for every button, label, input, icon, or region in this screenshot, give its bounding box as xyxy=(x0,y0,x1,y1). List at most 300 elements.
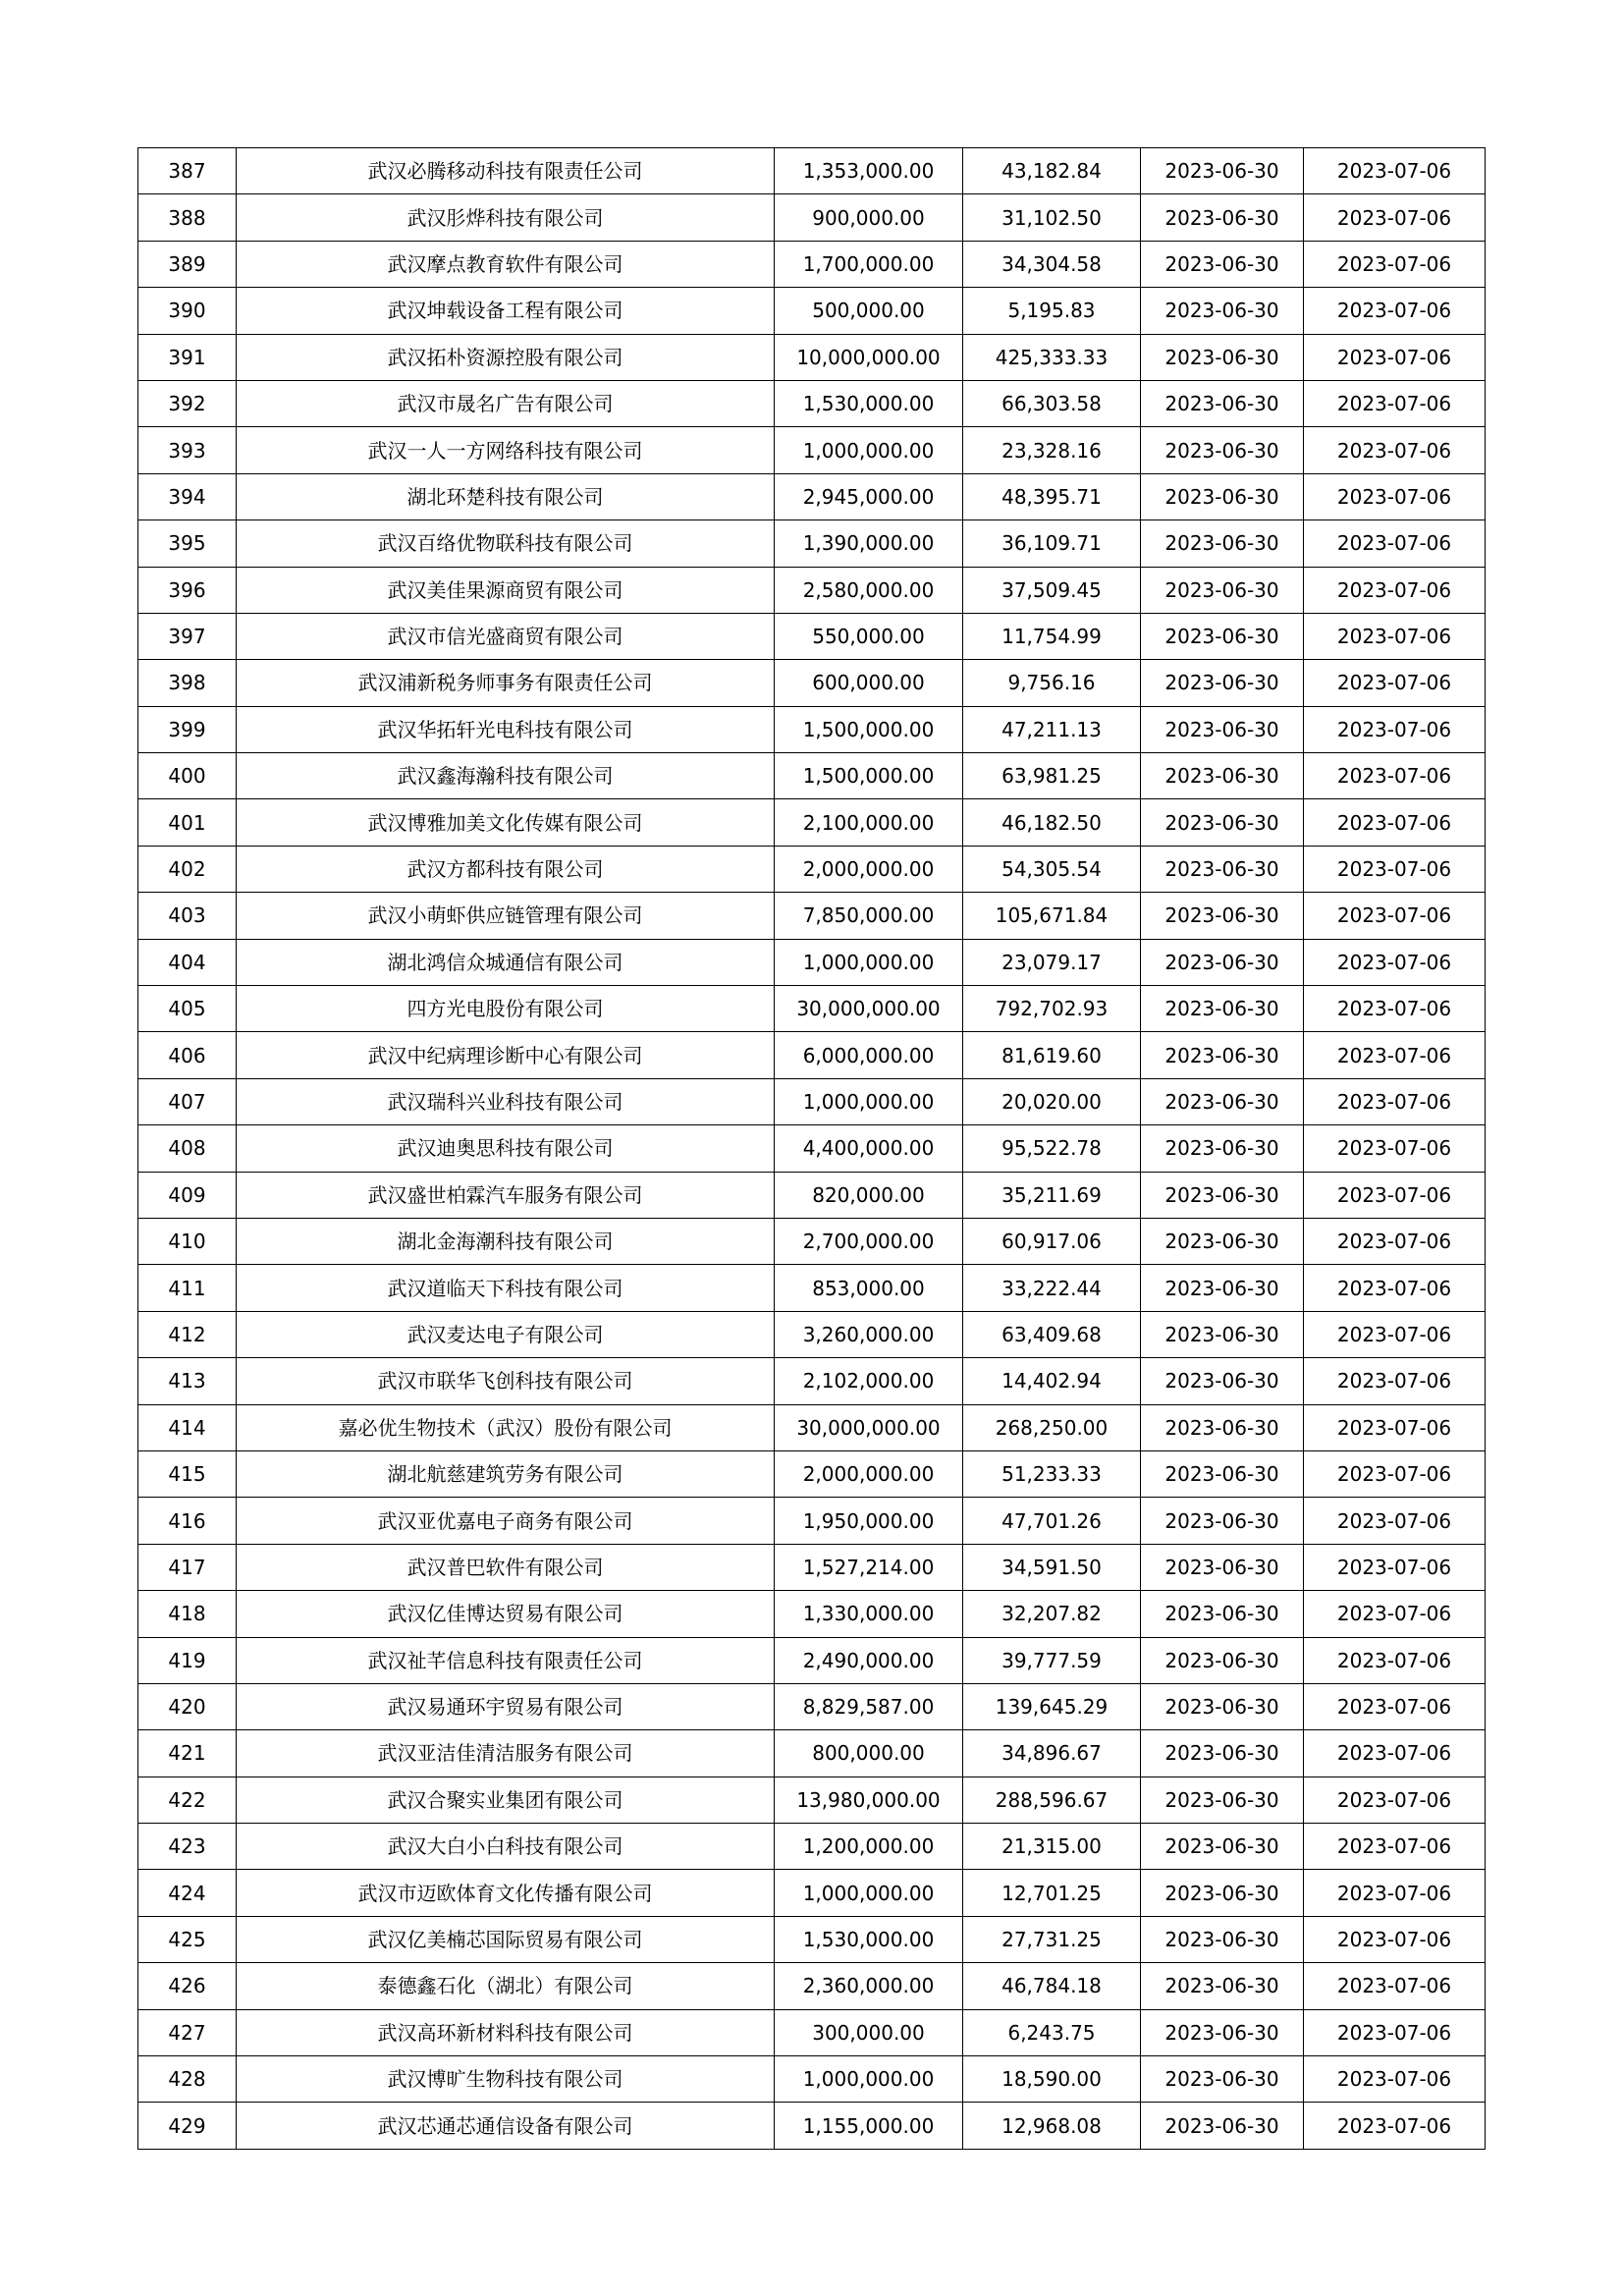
company-name: 武汉市迈欧体育文化传播有限公司 xyxy=(237,1870,775,1916)
row-number: 418 xyxy=(138,1591,237,1637)
table-row xyxy=(138,2103,1486,2149)
start-date: 2023-06-30 xyxy=(1141,1824,1304,1870)
start-date: 2023-06-30 xyxy=(1141,1498,1304,1544)
interest-value: 21,315.00 xyxy=(963,1824,1141,1870)
start-date: 2023-06-30 xyxy=(1141,334,1304,380)
amount-value: 1,500,000.00 xyxy=(775,706,963,752)
interest-value: 54,305.54 xyxy=(963,846,1141,892)
start-date: 2023-06-30 xyxy=(1141,660,1304,706)
end-date: 2023-07-06 xyxy=(1304,660,1486,706)
amount-value: 1,700,000.00 xyxy=(775,241,963,287)
amount-value: 1,155,000.00 xyxy=(775,2103,963,2149)
table-row xyxy=(138,939,1486,985)
row-number: 403 xyxy=(138,893,237,939)
end-date: 2023-07-06 xyxy=(1304,334,1486,380)
table-row xyxy=(138,1777,1486,1823)
end-date: 2023-07-06 xyxy=(1304,1265,1486,1311)
end-date: 2023-07-06 xyxy=(1304,753,1486,799)
table-row xyxy=(138,1172,1486,1218)
row-number: 424 xyxy=(138,1870,237,1916)
end-date: 2023-07-06 xyxy=(1304,148,1486,194)
interest-value: 33,222.44 xyxy=(963,1265,1141,1311)
end-date: 2023-07-06 xyxy=(1304,2103,1486,2149)
start-date: 2023-06-30 xyxy=(1141,2056,1304,2103)
start-date: 2023-06-30 xyxy=(1141,893,1304,939)
table-row xyxy=(138,1032,1486,1078)
table-row xyxy=(138,1404,1486,1450)
start-date: 2023-06-30 xyxy=(1141,1032,1304,1078)
company-name: 武汉亚洁佳清洁服务有限公司 xyxy=(237,1730,775,1777)
interest-value: 46,182.50 xyxy=(963,799,1141,846)
end-date: 2023-07-06 xyxy=(1304,1591,1486,1637)
end-date: 2023-07-06 xyxy=(1304,520,1486,567)
start-date: 2023-06-30 xyxy=(1141,2009,1304,2055)
interest-value: 5,195.83 xyxy=(963,288,1141,334)
row-number: 426 xyxy=(138,1963,237,2009)
company-name: 武汉一人一方网络科技有限公司 xyxy=(237,427,775,473)
interest-value: 139,645.29 xyxy=(963,1683,1141,1729)
table-row xyxy=(138,1683,1486,1729)
start-date: 2023-06-30 xyxy=(1141,1125,1304,1172)
row-number: 395 xyxy=(138,520,237,567)
row-number: 405 xyxy=(138,986,237,1032)
interest-value: 425,333.33 xyxy=(963,334,1141,380)
loan-table xyxy=(137,147,1486,2150)
start-date: 2023-06-30 xyxy=(1141,1963,1304,2009)
interest-value: 12,968.08 xyxy=(963,2103,1141,2149)
company-name: 武汉盛世柏霖汽车服务有限公司 xyxy=(237,1172,775,1218)
start-date: 2023-06-30 xyxy=(1141,241,1304,287)
table-row xyxy=(138,334,1486,380)
interest-value: 268,250.00 xyxy=(963,1404,1141,1450)
company-name: 武汉祉芊信息科技有限责任公司 xyxy=(237,1637,775,1683)
interest-value: 39,777.59 xyxy=(963,1637,1141,1683)
end-date: 2023-07-06 xyxy=(1304,427,1486,473)
interest-value: 51,233.33 xyxy=(963,1450,1141,1497)
amount-value: 6,000,000.00 xyxy=(775,1032,963,1078)
row-number: 429 xyxy=(138,2103,237,2149)
amount-value: 2,490,000.00 xyxy=(775,1637,963,1683)
company-name: 武汉拓朴资源控股有限公司 xyxy=(237,334,775,380)
amount-value: 800,000.00 xyxy=(775,1730,963,1777)
interest-value: 34,591.50 xyxy=(963,1544,1141,1590)
row-number: 389 xyxy=(138,241,237,287)
interest-value: 37,509.45 xyxy=(963,567,1141,613)
amount-value: 900,000.00 xyxy=(775,194,963,241)
start-date: 2023-06-30 xyxy=(1141,148,1304,194)
end-date: 2023-07-06 xyxy=(1304,1637,1486,1683)
amount-value: 550,000.00 xyxy=(775,613,963,659)
amount-value: 30,000,000.00 xyxy=(775,1404,963,1450)
row-number: 421 xyxy=(138,1730,237,1777)
row-number: 425 xyxy=(138,1916,237,1962)
amount-value: 2,700,000.00 xyxy=(775,1218,963,1264)
end-date: 2023-07-06 xyxy=(1304,1730,1486,1777)
company-name: 武汉亿美楠芯国际贸易有限公司 xyxy=(237,1916,775,1962)
amount-value: 1,000,000.00 xyxy=(775,1870,963,1916)
row-number: 423 xyxy=(138,1824,237,1870)
table-row xyxy=(138,1218,1486,1264)
interest-value: 35,211.69 xyxy=(963,1172,1141,1218)
interest-value: 43,182.84 xyxy=(963,148,1141,194)
row-number: 417 xyxy=(138,1544,237,1590)
end-date: 2023-07-06 xyxy=(1304,1498,1486,1544)
table-row xyxy=(138,2009,1486,2055)
end-date: 2023-07-06 xyxy=(1304,2009,1486,2055)
interest-value: 23,079.17 xyxy=(963,939,1141,985)
table-row xyxy=(138,1870,1486,1916)
end-date: 2023-07-06 xyxy=(1304,1963,1486,2009)
row-number: 399 xyxy=(138,706,237,752)
start-date: 2023-06-30 xyxy=(1141,613,1304,659)
start-date: 2023-06-30 xyxy=(1141,1311,1304,1357)
interest-value: 66,303.58 xyxy=(963,380,1141,426)
row-number: 398 xyxy=(138,660,237,706)
company-name: 武汉方都科技有限公司 xyxy=(237,846,775,892)
amount-value: 1,200,000.00 xyxy=(775,1824,963,1870)
amount-value: 7,850,000.00 xyxy=(775,893,963,939)
interest-value: 31,102.50 xyxy=(963,194,1141,241)
company-name: 武汉市信光盛商贸有限公司 xyxy=(237,613,775,659)
company-name: 武汉瑞科兴业科技有限公司 xyxy=(237,1078,775,1124)
table-row xyxy=(138,380,1486,426)
end-date: 2023-07-06 xyxy=(1304,194,1486,241)
company-name: 武汉鑫海瀚科技有限公司 xyxy=(237,753,775,799)
start-date: 2023-06-30 xyxy=(1141,1078,1304,1124)
amount-value: 1,000,000.00 xyxy=(775,939,963,985)
company-name: 武汉亿佳博达贸易有限公司 xyxy=(237,1591,775,1637)
interest-value: 6,243.75 xyxy=(963,2009,1141,2055)
end-date: 2023-07-06 xyxy=(1304,986,1486,1032)
end-date: 2023-07-06 xyxy=(1304,1916,1486,1962)
start-date: 2023-06-30 xyxy=(1141,194,1304,241)
table-row xyxy=(138,706,1486,752)
row-number: 400 xyxy=(138,753,237,799)
company-name: 武汉小萌虾供应链管理有限公司 xyxy=(237,893,775,939)
end-date: 2023-07-06 xyxy=(1304,473,1486,519)
end-date: 2023-07-06 xyxy=(1304,1311,1486,1357)
table-row xyxy=(138,1311,1486,1357)
row-number: 388 xyxy=(138,194,237,241)
end-date: 2023-07-06 xyxy=(1304,1404,1486,1450)
end-date: 2023-07-06 xyxy=(1304,1358,1486,1404)
table-row xyxy=(138,241,1486,287)
amount-value: 300,000.00 xyxy=(775,2009,963,2055)
table-row xyxy=(138,1824,1486,1870)
interest-value: 34,896.67 xyxy=(963,1730,1141,1777)
table-row xyxy=(138,288,1486,334)
row-number: 393 xyxy=(138,427,237,473)
amount-value: 2,945,000.00 xyxy=(775,473,963,519)
amount-value: 2,360,000.00 xyxy=(775,1963,963,2009)
company-name: 武汉博雅加美文化传媒有限公司 xyxy=(237,799,775,846)
row-number: 420 xyxy=(138,1683,237,1729)
end-date: 2023-07-06 xyxy=(1304,288,1486,334)
table-row xyxy=(138,1591,1486,1637)
amount-value: 2,100,000.00 xyxy=(775,799,963,846)
table-row xyxy=(138,1544,1486,1590)
company-name: 湖北航慈建筑劳务有限公司 xyxy=(237,1450,775,1497)
table-row xyxy=(138,799,1486,846)
amount-value: 500,000.00 xyxy=(775,288,963,334)
start-date: 2023-06-30 xyxy=(1141,1637,1304,1683)
end-date: 2023-07-06 xyxy=(1304,1032,1486,1078)
company-name: 武汉道临天下科技有限公司 xyxy=(237,1265,775,1311)
interest-value: 18,590.00 xyxy=(963,2056,1141,2103)
start-date: 2023-06-30 xyxy=(1141,1730,1304,1777)
row-number: 428 xyxy=(138,2056,237,2103)
amount-value: 2,000,000.00 xyxy=(775,846,963,892)
table-row xyxy=(138,1450,1486,1497)
end-date: 2023-07-06 xyxy=(1304,893,1486,939)
company-name: 武汉浦新税务师事务有限责任公司 xyxy=(237,660,775,706)
start-date: 2023-06-30 xyxy=(1141,1777,1304,1823)
row-number: 407 xyxy=(138,1078,237,1124)
table-row xyxy=(138,1498,1486,1544)
end-date: 2023-07-06 xyxy=(1304,1824,1486,1870)
row-number: 404 xyxy=(138,939,237,985)
table-row xyxy=(138,1730,1486,1777)
company-name: 武汉迪奥思科技有限公司 xyxy=(237,1125,775,1172)
amount-value: 1,530,000.00 xyxy=(775,1916,963,1962)
start-date: 2023-06-30 xyxy=(1141,939,1304,985)
company-name: 武汉高环新材料科技有限公司 xyxy=(237,2009,775,2055)
start-date: 2023-06-30 xyxy=(1141,1404,1304,1450)
start-date: 2023-06-30 xyxy=(1141,427,1304,473)
company-name: 武汉芯通芯通信设备有限公司 xyxy=(237,2103,775,2149)
amount-value: 2,102,000.00 xyxy=(775,1358,963,1404)
interest-value: 60,917.06 xyxy=(963,1218,1141,1264)
company-name: 武汉华拓轩光电科技有限公司 xyxy=(237,706,775,752)
row-number: 397 xyxy=(138,613,237,659)
row-number: 402 xyxy=(138,846,237,892)
company-name: 湖北环楚科技有限公司 xyxy=(237,473,775,519)
start-date: 2023-06-30 xyxy=(1141,1544,1304,1590)
row-number: 406 xyxy=(138,1032,237,1078)
row-number: 408 xyxy=(138,1125,237,1172)
start-date: 2023-06-30 xyxy=(1141,1265,1304,1311)
amount-value: 3,260,000.00 xyxy=(775,1311,963,1357)
start-date: 2023-06-30 xyxy=(1141,1450,1304,1497)
table-row xyxy=(138,1358,1486,1404)
interest-value: 95,522.78 xyxy=(963,1125,1141,1172)
amount-value: 1,353,000.00 xyxy=(775,148,963,194)
table-row xyxy=(138,1637,1486,1683)
interest-value: 63,409.68 xyxy=(963,1311,1141,1357)
row-number: 387 xyxy=(138,148,237,194)
company-name: 武汉坤载设备工程有限公司 xyxy=(237,288,775,334)
start-date: 2023-06-30 xyxy=(1141,706,1304,752)
row-number: 392 xyxy=(138,380,237,426)
start-date: 2023-06-30 xyxy=(1141,1683,1304,1729)
table-row xyxy=(138,1916,1486,1962)
interest-value: 20,020.00 xyxy=(963,1078,1141,1124)
end-date: 2023-07-06 xyxy=(1304,1218,1486,1264)
amount-value: 600,000.00 xyxy=(775,660,963,706)
end-date: 2023-07-06 xyxy=(1304,846,1486,892)
start-date: 2023-06-30 xyxy=(1141,1870,1304,1916)
end-date: 2023-07-06 xyxy=(1304,2056,1486,2103)
row-number: 412 xyxy=(138,1311,237,1357)
start-date: 2023-06-30 xyxy=(1141,288,1304,334)
company-name: 湖北金海潮科技有限公司 xyxy=(237,1218,775,1264)
interest-value: 46,784.18 xyxy=(963,1963,1141,2009)
start-date: 2023-06-30 xyxy=(1141,1218,1304,1264)
end-date: 2023-07-06 xyxy=(1304,1683,1486,1729)
table-row xyxy=(138,893,1486,939)
amount-value: 1,390,000.00 xyxy=(775,520,963,567)
company-name: 武汉必腾移动科技有限责任公司 xyxy=(237,148,775,194)
table-row xyxy=(138,1265,1486,1311)
company-name: 武汉百络优物联科技有限公司 xyxy=(237,520,775,567)
interest-value: 81,619.60 xyxy=(963,1032,1141,1078)
interest-value: 23,328.16 xyxy=(963,427,1141,473)
row-number: 390 xyxy=(138,288,237,334)
interest-value: 36,109.71 xyxy=(963,520,1141,567)
amount-value: 4,400,000.00 xyxy=(775,1125,963,1172)
start-date: 2023-06-30 xyxy=(1141,567,1304,613)
interest-value: 63,981.25 xyxy=(963,753,1141,799)
end-date: 2023-07-06 xyxy=(1304,1172,1486,1218)
end-date: 2023-07-06 xyxy=(1304,939,1486,985)
table-row xyxy=(138,660,1486,706)
start-date: 2023-06-30 xyxy=(1141,986,1304,1032)
interest-value: 12,701.25 xyxy=(963,1870,1141,1916)
company-name: 武汉市晟名广告有限公司 xyxy=(237,380,775,426)
amount-value: 2,580,000.00 xyxy=(775,567,963,613)
company-name: 嘉必优生物技术（武汉）股份有限公司 xyxy=(237,1404,775,1450)
table-row xyxy=(138,148,1486,194)
end-date: 2023-07-06 xyxy=(1304,613,1486,659)
table-row xyxy=(138,194,1486,241)
table-row xyxy=(138,473,1486,519)
row-number: 419 xyxy=(138,1637,237,1683)
company-name: 武汉大白小白科技有限公司 xyxy=(237,1824,775,1870)
start-date: 2023-06-30 xyxy=(1141,520,1304,567)
end-date: 2023-07-06 xyxy=(1304,567,1486,613)
amount-value: 2,000,000.00 xyxy=(775,1450,963,1497)
interest-value: 14,402.94 xyxy=(963,1358,1141,1404)
row-number: 422 xyxy=(138,1777,237,1823)
company-name: 武汉博旷生物科技有限公司 xyxy=(237,2056,775,2103)
company-name: 武汉易通环宇贸易有限公司 xyxy=(237,1683,775,1729)
row-number: 416 xyxy=(138,1498,237,1544)
amount-value: 1,000,000.00 xyxy=(775,427,963,473)
row-number: 409 xyxy=(138,1172,237,1218)
data-table-container xyxy=(137,147,1485,2150)
interest-value: 9,756.16 xyxy=(963,660,1141,706)
amount-value: 1,000,000.00 xyxy=(775,1078,963,1124)
amount-value: 1,950,000.00 xyxy=(775,1498,963,1544)
interest-value: 27,731.25 xyxy=(963,1916,1141,1962)
end-date: 2023-07-06 xyxy=(1304,1125,1486,1172)
table-row xyxy=(138,520,1486,567)
amount-value: 1,530,000.00 xyxy=(775,380,963,426)
start-date: 2023-06-30 xyxy=(1141,2103,1304,2149)
amount-value: 13,980,000.00 xyxy=(775,1777,963,1823)
amount-value: 853,000.00 xyxy=(775,1265,963,1311)
start-date: 2023-06-30 xyxy=(1141,473,1304,519)
amount-value: 10,000,000.00 xyxy=(775,334,963,380)
row-number: 394 xyxy=(138,473,237,519)
amount-value: 1,330,000.00 xyxy=(775,1591,963,1637)
company-name: 武汉摩点教育软件有限公司 xyxy=(237,241,775,287)
end-date: 2023-07-06 xyxy=(1304,380,1486,426)
interest-value: 48,395.71 xyxy=(963,473,1141,519)
table-row xyxy=(138,1963,1486,2009)
start-date: 2023-06-30 xyxy=(1141,846,1304,892)
interest-value: 34,304.58 xyxy=(963,241,1141,287)
amount-value: 1,527,214.00 xyxy=(775,1544,963,1590)
amount-value: 820,000.00 xyxy=(775,1172,963,1218)
company-name: 武汉合聚实业集团有限公司 xyxy=(237,1777,775,1823)
interest-value: 11,754.99 xyxy=(963,613,1141,659)
end-date: 2023-07-06 xyxy=(1304,1078,1486,1124)
row-number: 415 xyxy=(138,1450,237,1497)
table-row xyxy=(138,1125,1486,1172)
end-date: 2023-07-06 xyxy=(1304,1870,1486,1916)
amount-value: 8,829,587.00 xyxy=(775,1683,963,1729)
interest-value: 105,671.84 xyxy=(963,893,1141,939)
company-name: 武汉美佳果源商贸有限公司 xyxy=(237,567,775,613)
company-name: 四方光电股份有限公司 xyxy=(237,986,775,1032)
row-number: 411 xyxy=(138,1265,237,1311)
table-row xyxy=(138,1078,1486,1124)
table-row xyxy=(138,753,1486,799)
row-number: 391 xyxy=(138,334,237,380)
interest-value: 47,211.13 xyxy=(963,706,1141,752)
end-date: 2023-07-06 xyxy=(1304,1450,1486,1497)
interest-value: 32,207.82 xyxy=(963,1591,1141,1637)
company-name: 泰德鑫石化（湖北）有限公司 xyxy=(237,1963,775,2009)
end-date: 2023-07-06 xyxy=(1304,799,1486,846)
start-date: 2023-06-30 xyxy=(1141,1172,1304,1218)
table-row xyxy=(138,427,1486,473)
end-date: 2023-07-06 xyxy=(1304,241,1486,287)
company-name: 武汉肜烨科技有限公司 xyxy=(237,194,775,241)
company-name: 武汉普巴软件有限公司 xyxy=(237,1544,775,1590)
interest-value: 47,701.26 xyxy=(963,1498,1141,1544)
table-row xyxy=(138,567,1486,613)
company-name: 武汉市联华飞创科技有限公司 xyxy=(237,1358,775,1404)
company-name: 武汉亚优嘉电子商务有限公司 xyxy=(237,1498,775,1544)
row-number: 413 xyxy=(138,1358,237,1404)
interest-value: 792,702.93 xyxy=(963,986,1141,1032)
start-date: 2023-06-30 xyxy=(1141,1916,1304,1962)
table-body xyxy=(138,148,1486,2150)
start-date: 2023-06-30 xyxy=(1141,799,1304,846)
end-date: 2023-07-06 xyxy=(1304,1777,1486,1823)
company-name: 武汉中纪病理诊断中心有限公司 xyxy=(237,1032,775,1078)
start-date: 2023-06-30 xyxy=(1141,1358,1304,1404)
table-row xyxy=(138,846,1486,892)
interest-value: 288,596.67 xyxy=(963,1777,1141,1823)
end-date: 2023-07-06 xyxy=(1304,1544,1486,1590)
row-number: 401 xyxy=(138,799,237,846)
company-name: 湖北鸿信众城通信有限公司 xyxy=(237,939,775,985)
company-name: 武汉麦达电子有限公司 xyxy=(237,1311,775,1357)
row-number: 396 xyxy=(138,567,237,613)
table-row xyxy=(138,986,1486,1032)
start-date: 2023-06-30 xyxy=(1141,380,1304,426)
amount-value: 1,500,000.00 xyxy=(775,753,963,799)
table-row xyxy=(138,2056,1486,2103)
row-number: 414 xyxy=(138,1404,237,1450)
row-number: 410 xyxy=(138,1218,237,1264)
end-date: 2023-07-06 xyxy=(1304,706,1486,752)
row-number: 427 xyxy=(138,2009,237,2055)
start-date: 2023-06-30 xyxy=(1141,753,1304,799)
